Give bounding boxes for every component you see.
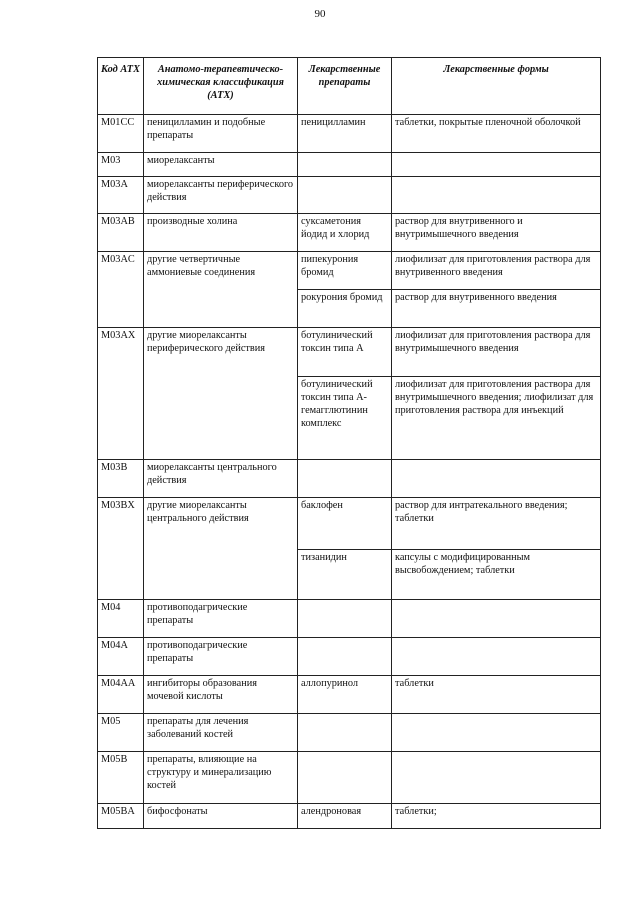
drug-name: пеницилламин [298, 115, 392, 153]
drug-form: лиофилизат для приготовления раствора для внутримышечного введения; лиофилизат для приготовления раствора для инъекций [392, 377, 601, 460]
drug-name: баклофен [298, 498, 392, 550]
header-drugs: Лекарственные препараты [298, 58, 392, 115]
drug-name [298, 177, 392, 214]
atx-class: пеницилламин и подобные препараты [144, 115, 298, 153]
table-row [98, 153, 601, 177]
atx-code: M04A [98, 638, 144, 676]
table-row [98, 177, 601, 214]
table-row [98, 600, 601, 638]
drug-name [298, 752, 392, 804]
atx-class: миорелаксанты центрального действия [144, 460, 298, 498]
header-forms: Лекарственные формы [392, 58, 601, 115]
drug-name: рокурония бромид [298, 290, 392, 328]
drug-form: лиофилизат для приготовления раствора для внутримышечного введения [392, 328, 601, 377]
table-row [98, 460, 601, 498]
atx-code: M03AX [98, 328, 144, 460]
drug-name: пипекурония бромид [298, 252, 392, 290]
table-row [98, 676, 601, 714]
atx-class: другие миорелаксанты периферического действия [144, 328, 298, 460]
atx-class: другие четвертичные аммониевые соединения [144, 252, 298, 328]
atx-class: противоподагрические препараты [144, 600, 298, 638]
atx-code: M04AA [98, 676, 144, 714]
drug-name [298, 638, 392, 676]
header-code: Код АТХ [98, 58, 144, 115]
drug-name [298, 153, 392, 177]
table-row [98, 252, 601, 290]
atx-class: бифосфонаты [144, 804, 298, 829]
page-number: 90 [314, 8, 326, 20]
drug-form: капсулы с модифицированным высвобождением; таблетки [392, 550, 601, 600]
atx-code: M05BA [98, 804, 144, 829]
drug-form [392, 177, 601, 214]
atx-class: препараты для лечения заболеваний костей [144, 714, 298, 752]
drug-form: раствор для внутривенного и внутримышечного введения [392, 214, 601, 252]
atx-class: миорелаксанты периферического действия [144, 177, 298, 214]
table-row [98, 115, 601, 153]
drug-form: таблетки [392, 676, 601, 714]
drug-form: таблетки, покрытые пленочной оболочкой [392, 115, 601, 153]
table-row [98, 328, 601, 377]
atx-class: противоподагрические препараты [144, 638, 298, 676]
atx-code: M03AB [98, 214, 144, 252]
atx-code: M01CC [98, 115, 144, 153]
drug-name: суксаметония йодид и хлорид [298, 214, 392, 252]
drug-name: ботулинический токсин типа А [298, 328, 392, 377]
drug-name [298, 600, 392, 638]
drug-form [392, 752, 601, 804]
table-row [98, 638, 601, 676]
drug-name: аллопуринол [298, 676, 392, 714]
atx-class: производные холина [144, 214, 298, 252]
drug-form [392, 714, 601, 752]
drug-form [392, 153, 601, 177]
atx-table [97, 57, 601, 829]
drug-form: лиофилизат для приготовления раствора для внутривенного введения [392, 252, 601, 290]
atx-code: M03 [98, 153, 144, 177]
drug-form: таблетки; [392, 804, 601, 829]
header-classification: Анатомо-терапевтическо-химическая классификация (АТХ) [144, 58, 298, 115]
atx-class: препараты, влияющие на структуру и минерализацию костей [144, 752, 298, 804]
drug-form [392, 600, 601, 638]
drug-form [392, 638, 601, 676]
table-row [98, 714, 601, 752]
drug-form [392, 460, 601, 498]
table-row [98, 498, 601, 550]
table-row [98, 214, 601, 252]
drug-name [298, 460, 392, 498]
atx-code: M03BX [98, 498, 144, 600]
atx-code: M05 [98, 714, 144, 752]
drug-name: ботулинический токсин типа А-гемагглютинин комплекс [298, 377, 392, 460]
atx-class: миорелаксанты [144, 153, 298, 177]
atx-code: M03A [98, 177, 144, 214]
drug-name: тизанидин [298, 550, 392, 600]
atx-code: M05B [98, 752, 144, 804]
atx-class: ингибиторы образования мочевой кислоты [144, 676, 298, 714]
table-row [98, 752, 601, 804]
drug-name [298, 714, 392, 752]
atx-code: M03AC [98, 252, 144, 328]
table-header-row [98, 58, 601, 115]
drug-form: раствор для интратекального введения; таблетки [392, 498, 601, 550]
atx-code: M03B [98, 460, 144, 498]
drug-form: раствор для внутривенного введения [392, 290, 601, 328]
atx-code: M04 [98, 600, 144, 638]
table-row [98, 804, 601, 829]
drug-name: алендроновая [298, 804, 392, 829]
atx-class: другие миорелаксанты центрального действия [144, 498, 298, 600]
